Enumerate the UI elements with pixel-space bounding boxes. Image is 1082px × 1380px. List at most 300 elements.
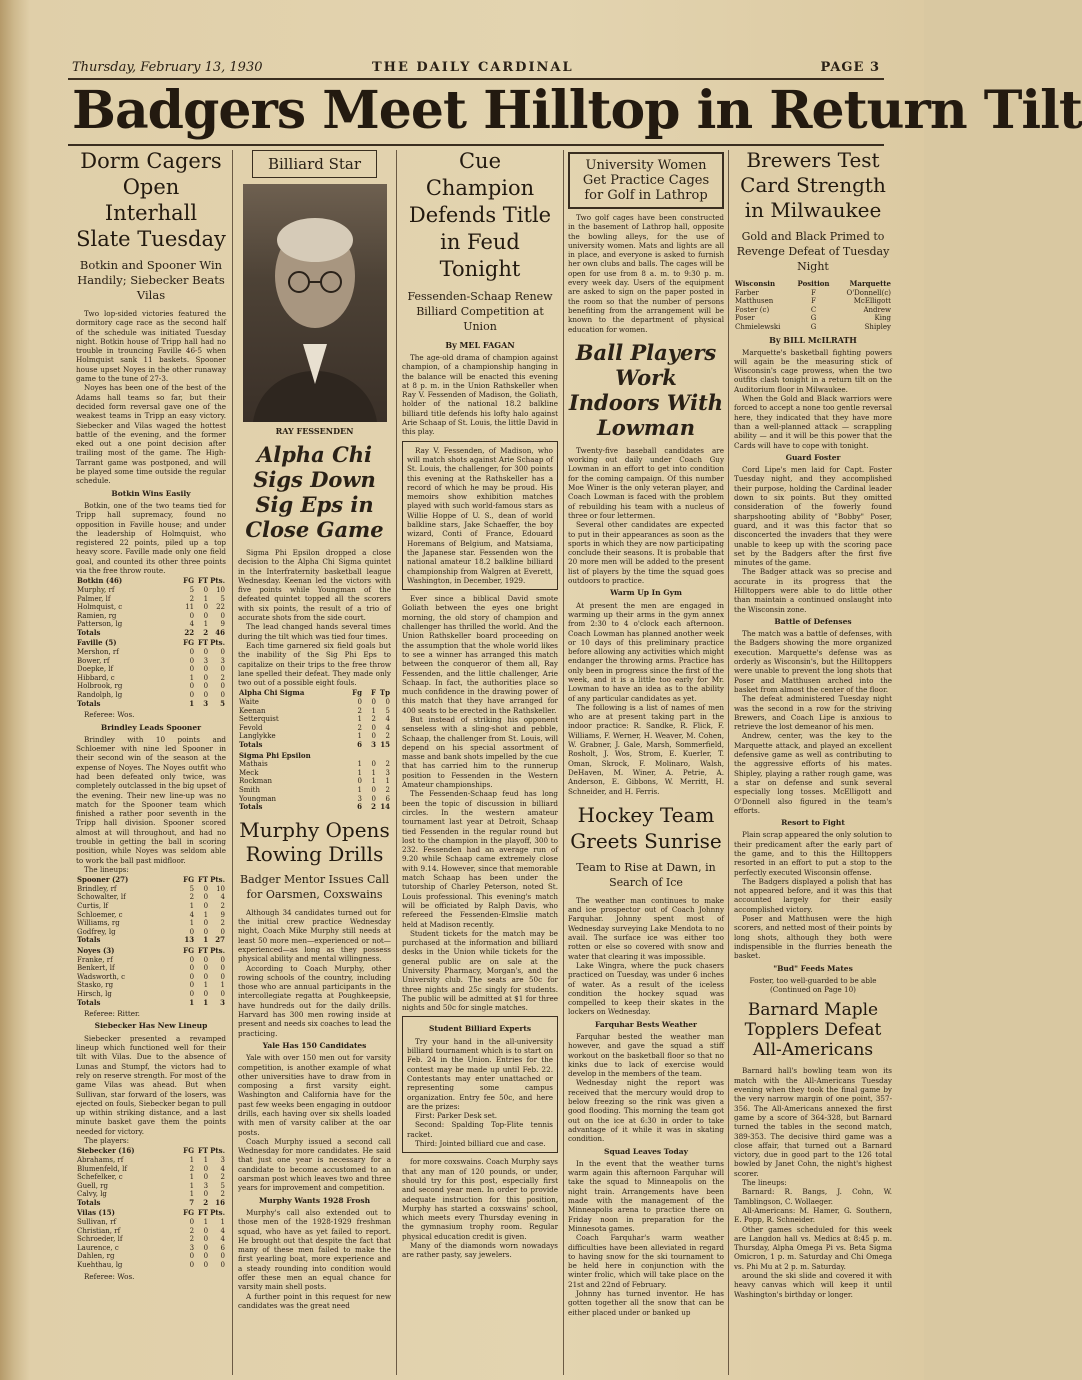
paragraph: The age-old drama of champion against champion, of a championship hanging in the balance will be enacted this evening at 8 p. m. in the Union Rathskeller when Ray V. Fessenden of Madison, the Goliath, holder of the national 18.2 balkline billiard title defends his lofty halo against Arie Schaap of St. Louis, the little David in this play. [402, 353, 558, 437]
stat-value: 0 [220, 955, 225, 964]
stat-value: 0 [220, 989, 225, 998]
main-headline: Badgers Meet Hilltop in Return Tilt [72, 80, 1082, 141]
paragraph: The lineups: [742, 1178, 787, 1188]
stat-value: 0 [189, 682, 195, 691]
stat-row [76, 919, 226, 928]
player-name: Schloemer, c [77, 910, 123, 919]
subheading: Yale Has 150 Candidates [262, 1040, 367, 1050]
stat-row [238, 707, 391, 716]
article-headline: Cue Champion Defends Title in Feud Tonight [408, 149, 552, 281]
stat-value: 0 [203, 1226, 209, 1235]
stat-value: 0 [385, 698, 390, 707]
box-score-rows [76, 885, 226, 937]
player-name: Abrahams, rf [77, 1155, 124, 1164]
paragraph: The lineups: [84, 864, 129, 874]
stat-row [76, 1156, 226, 1165]
player-name: Poser [735, 314, 755, 323]
paragraph: Ever since a biblical David smote Goliath between the eyes one bright morning, the old story of champion and challenger has thrilled the world. And the Union Rathskeller board proceeding on the assumption that the whole world likes to see a winner has arranged this match between the conqueror of them all, Ray Fessenden, and the little challenger, Arie Schaap. In fact, the authorities place so much confidence in the drawing power of this match that they have arranged for 400 seats to be erected in the Rathskeller. [402, 594, 558, 715]
box-score-rows [76, 586, 226, 629]
stat-value: 0 [203, 1173, 209, 1182]
stat-value: 2 [189, 893, 195, 902]
position: G [810, 322, 817, 331]
paragraph: Lake Wingra, where the puck chasers practiced on Tuesday, was under 6 inches of water. As a result of the iceless condition the hockey squad was compelled to keep their skates in the lockers on Wednesday. [568, 960, 724, 1017]
paragraph: Foster, too well-guarded to be able (Continued on Page 10) [749, 975, 877, 995]
photo-caption: RAY FESSENDEN [275, 426, 354, 436]
stat-value: 0 [189, 955, 195, 964]
stat-row [76, 1227, 226, 1236]
paragraph: Siebecker presented a revamped lineup which functioned well for their tilt with Vilas. Due to the absence of Lunas and Stumpf, the victors had to rely on reserve strength. For most of the game Vilas was ahead. But when Sullivan, star forward of the losers, was ejected on fouls, Siebecker began to pull up within striking distance, and a last minute basket gave them the points needed for victory. [76, 1033, 226, 1136]
stat-row [76, 682, 226, 691]
player-name: King [874, 314, 891, 323]
stat-value: 0 [203, 611, 209, 620]
player-name: Totals [77, 698, 101, 708]
stat-value: 5 [189, 884, 195, 893]
stat-row [76, 586, 226, 595]
stat-value: 3 [203, 656, 209, 665]
paragraph: In the event that the weather turns warm again this afternoon Farquhar will take the squad to Minneapolis on the night train. Arrangements have been made with the management of the Minneapolis arena to practice there on Friday noon in preparation for the Minnesota games. [568, 1158, 724, 1233]
stat-row [76, 1235, 226, 1244]
stat-value: 6 [385, 794, 390, 803]
paragraph: Each time garnered six field goals but the inability of the Sig Phi Eps to capitalize on their trips to the free throw lane spelled their defeat. They made only two out of a possible eight fouls. [238, 640, 391, 688]
paragraph: The players: [84, 1136, 130, 1146]
stat-value: 2 [385, 785, 390, 794]
player-name: Matthusen [735, 297, 774, 306]
article-body [734, 348, 892, 995]
player-name: Setterquist [239, 715, 279, 724]
player-name: Youngman [239, 794, 277, 803]
box-score-rows [238, 698, 391, 741]
stat-value: 0 [357, 777, 362, 786]
article-headline: Murphy Opens Rowing Drills [239, 817, 390, 866]
stat-value: 0 [203, 665, 209, 674]
player-name: Totals [77, 627, 101, 637]
stat-row [238, 724, 391, 733]
paragraph: Farquhar bested the weather man however, and gave the squad a stiff workout on the basketball floor so that no kinks due to lack of exercise would develop in the members of the team. [568, 1032, 724, 1079]
paragraph: Student tickets for the match may be purchased at the information and billiard desks in the Union while tickets for the general public are on sale at the University Pharmacy, Morgan's, and the University club. The seats are 50c for three nights and 25c singly for students. The public will be admitted at $1 for three nights and 50c for single matches. [402, 928, 558, 1013]
stat-value: 1 [357, 760, 362, 769]
stat-value: 1 [189, 1181, 195, 1190]
stat-row [76, 973, 226, 982]
stat-value: 3 [189, 1243, 195, 1252]
stat-value: 0 [203, 919, 209, 928]
stat-value: 2 [385, 760, 390, 769]
box-score-total [76, 629, 226, 638]
subheading: Brindley Leads Spooner [100, 722, 202, 732]
paragraph: Brindley with 10 points and Schloemer with nine led Spooner in their second win of the season at the expense of Noyes. The Noyes outfit who had been defeated only twice, was completely outclassed in the big upset of the evening. Their new line-up was no match for the Spooner team which finished a rather poor seventh in the Tripp hall division. Spooner scored almost at will throughout, and had no trouble in getting the ball in scoring position, while Noyes was seldom able to work the ball past midfloor. [76, 734, 226, 865]
stat-value: 3 [371, 740, 376, 750]
article-deck: Botkin and Spooner Win Handily; Siebecker Beats Vilas [77, 258, 225, 302]
player-name: Schowalter, lf [77, 893, 126, 902]
stat-value: 1 [220, 981, 225, 990]
stat-value: 1 [189, 1190, 195, 1199]
stat-value: 2 [385, 732, 390, 741]
stat-value: 0 [203, 964, 209, 973]
paragraph: Plain scrap appeared the only solution to their predicament after the early part of the game, and to this the Hilltoppers resorted in an effort to put a stop to the perfectly executed Wisconsin offense. [734, 830, 892, 877]
stat-value: 1 [189, 902, 195, 911]
paragraph: Third: Jointed billiard cue and case. [415, 1139, 546, 1149]
headline-rule [68, 144, 884, 146]
player-name: Randolph, lg [77, 691, 123, 700]
stat-value: 0 [189, 972, 195, 981]
player-name: Smith [239, 785, 260, 794]
article-body [402, 353, 558, 1260]
stat-value: 1 [189, 1173, 195, 1182]
stat-value: 5 [220, 1181, 225, 1190]
player-name: Franke, rf [77, 955, 113, 964]
paragraph: Several other candidates are expected to put in their appearances as soon as the sports in which they are now participating conclude their seasons. It is probable that 20 more men will be added to the present list of players by the time the squad goes outdoors to practice. [568, 520, 724, 586]
box-score-total [76, 1199, 226, 1208]
paragraph: Coach Farquhar's warm weather difficulties have been alleviated in regard to having snow for the ski tournament to be held here in conjunction with the winter frolic, which will take place on the 21st and 22nd of February. [568, 1233, 724, 1289]
article-body [568, 213, 724, 334]
box-score-rows [76, 1156, 226, 1199]
stat-row [76, 1173, 226, 1182]
subheading: Siebecker Has New Lineup [94, 1021, 208, 1031]
team-label: Sigma Phi Epsilon [239, 750, 311, 760]
paragraph: The Badgers displayed a polish that has not appeared before, and it was this that accounted largely for their easily accomplished victory. [734, 876, 892, 914]
player-name: Guell, rg [77, 1181, 108, 1190]
team-label: Vilas (15) [77, 1208, 115, 1218]
stat-value: 1 [189, 997, 195, 1007]
stat-value: 0 [220, 1261, 225, 1270]
player-name: Rockman [239, 777, 272, 786]
stat-value: 0 [203, 902, 209, 911]
player-name: Totals [77, 935, 101, 945]
stat-value: 3 [220, 656, 225, 665]
player-name: Dahlen, rg [77, 1252, 115, 1261]
article-body [76, 309, 226, 575]
player-name: Patterson, lg [77, 620, 123, 629]
player-name: Mathais [239, 760, 268, 769]
stat-value: 2 [220, 902, 225, 911]
player-name: Langlykke [239, 732, 276, 741]
stat-row [76, 648, 226, 657]
player-name: Brindley, rf [77, 884, 117, 893]
article-body [734, 1066, 892, 1298]
stat-row [76, 885, 226, 894]
stat-value: 15 [380, 740, 390, 750]
stat-value: 5 [220, 594, 225, 603]
box-score-table: Alpha Chi Sigma Fg F Tp Waite 0 0 0 Keenan 2 1 5 Setterquist 1 2 4 Fevold 2 0 4 Langlykke 1 0 2 Totals 6 3 15 [239, 688, 390, 750]
box-score-table: Vilas (15) FG FT Pts. Sullivan, rf 0 1 1 Christian, rf 2 0 4 Schroeder, lf 2 0 4 Laurence, c 3 0 6 Dahlen, rg 0 0 0 Kuehthau, lg 0 0 0 [77, 1208, 225, 1270]
stat-row [76, 665, 226, 674]
subheading: Squad Leaves Today [604, 1146, 688, 1156]
stat-value: 1 [203, 981, 209, 990]
paragraph: Noyes has been one of the best of the Adams hall teams so far, but their decided form reversal gave one of the weakest teams in Tripp an easy victory. Siebecker and Vilas waged the hottest battle of the evening, and the former eked out a one point decision after trailing most of the game. The High-Tarrant game was postponed, and will be played some time outside the regular schedule. [76, 383, 226, 486]
paragraph: Wednesday night the report was received that the mercury would drop to below freezing so the rink was given a good flooding. This morning the team got out on the ice at 6:30 in order to take advantage of it while it was in skating condition. [568, 1078, 724, 1144]
player-name: Stasko, rg [77, 981, 114, 990]
box-score-total [238, 741, 391, 750]
sidebar-box [402, 441, 558, 590]
player-name: Calvy, lg [77, 1190, 107, 1199]
box-score-total [76, 936, 226, 945]
lineup-row [734, 306, 892, 315]
stat-value: 1 [203, 1155, 209, 1164]
player-name: Holmquist, c [77, 603, 123, 612]
stat-value: 0 [203, 1243, 209, 1252]
paragraph: Poser and Matthusen were the high scorers, and netted most of their points by long shots, although they both were indispensible in the flurries beneath the basket. [734, 914, 892, 961]
stat-value: 10 [216, 585, 225, 594]
column-1 [76, 148, 226, 1376]
article-deck: Team to Rise at Dawn, in Search of Ice [576, 860, 716, 889]
paragraph: Cord Lipe's men laid for Capt. Foster Tuesday night, and they accomplished their purpose, holding the Cardinal leader down to six points. But they omitted consideration of the fowerly found sharpshooting ability of "Bobby" Poser, guard, and it was this factor that so disconcerted the invaders that they were unable to keep up with the scoring pace set by the Badgers after the first five minutes of the game. [734, 465, 892, 568]
player-name: Farber [735, 288, 759, 297]
stat-value: 0 [203, 893, 209, 902]
column-2 [238, 148, 391, 1376]
stat-row [76, 911, 226, 920]
player-name: Chmielewski [735, 322, 781, 331]
paragraph: A further point in this request for new candidates was the great need [238, 1291, 391, 1310]
paragraph: First: Parker Desk set. [415, 1111, 498, 1121]
stat-value: 1 [203, 997, 209, 1007]
paragraph: Murphy's call also extended out to those men of the 1928-1929 freshman squad, who have as yet failed to report. He brought out that despite the fact that many of these men failed to make the first yearling boat, more experience and a steady rounding into condition would offer these men an equal chance for varsity main shell posts. [238, 1207, 391, 1292]
player-name: Mershon, rf [77, 648, 119, 657]
stat-value: 1 [357, 715, 362, 724]
stat-row [238, 760, 391, 769]
player-name: Blumenfeld, lf [77, 1164, 127, 1173]
paragraph: Coach Murphy issued a second call Wednesday for more candidates. He said that just one year is necessary for a candidate to become accustomed to an oarsman post which leaves two and three years for improvement and competition. [238, 1136, 391, 1193]
stat-value: 0 [371, 732, 376, 741]
stat-row [76, 595, 226, 604]
stat-value: 0 [203, 1164, 209, 1173]
box-score-table: Faville (5) FG FT Pts. Mershon, rf 0 0 0 Bower, rf 0 3 3 Doepke, lf 0 0 0 Hibbard, c 1 0 2 Holbrook, rg 0 0 0 Randolph, lg 0 0 0 Totals 1 3 5 [77, 638, 225, 708]
photo-label-box: Billiard Star [252, 150, 377, 178]
stat-value: 0 [203, 1235, 209, 1244]
paragraph: The Fessenden-Schaap feud has long been the topic of discussion in billiard circles. In the western amateur tournament last year at Detroit, Schaap tied Fessenden in the regular round but lost to the champion in the playoff, 300 to 232. Fessenden had an average run of 9.20 while Schaap came extremely close with 9.14. However, since that memorable match Schaap has been under the tutorship of Charley Peterson, noted St. Louis professional. This evening's match will be officiated by Ralph Davis, who refereed the Fessenden-Elmslie match held at Madison recently. [402, 789, 558, 929]
stat-value: 1 [203, 1218, 209, 1227]
stat-value: 16 [215, 1197, 225, 1207]
paragraph: The Badger attack was so precise and accurate in its progress that the Hilltoppers were able to do little other than maintain a continued onslaught into the Wisconsin zone. [734, 567, 892, 614]
stat-value: 3 [385, 768, 390, 777]
article-headline: Alpha Chi Sigs Down Sig Eps in Close Game [245, 442, 384, 542]
referee-line: Referee: Ritter. [84, 1009, 140, 1019]
stat-value: 1 [203, 620, 209, 629]
stat-value: 0 [203, 927, 209, 936]
stat-value: 6 [220, 1243, 225, 1252]
stat-row [76, 657, 226, 666]
masthead-page-number: PAGE 3 [820, 60, 880, 75]
stat-value: 2 [189, 1226, 195, 1235]
team-label: Botkin (46) [77, 576, 123, 586]
column-3 [402, 148, 558, 1376]
paragraph: Barnard: R. Bangs, J. Cohn, W. Tamblingson, C. Wollaeger. [734, 1187, 892, 1206]
position: F [811, 297, 816, 306]
stat-row [76, 603, 226, 612]
player-name: Palmer, lf [77, 594, 111, 603]
team-label: Siebecker (16) [77, 1146, 135, 1156]
paragraph: The match was a battle of defenses, with the Badgers showing the more organized execution. Marquette's defense was as orderly as Wisconsin's, but the Hilltoppers were unable to prevent the long shots that Poser and Matthusen arched into the basket from almost the center of the floor. [734, 629, 892, 694]
byline: By MEL FAGAN [445, 340, 515, 350]
stat-row [76, 956, 226, 965]
lineup-rows [734, 289, 892, 332]
stat-value: 2 [189, 594, 195, 603]
paragraph: Although 34 candidates turned out for the initial crew practice Wednesday night, Coach Mike Murphy still needs at least 50 more men—experienced or not—experienced—as long as they possess physical ability and mental willingness. [238, 907, 391, 964]
paragraph: Second: Spalding Top-Flite tennis racket. [407, 1120, 553, 1139]
subheading: Battle of Defenses [774, 616, 852, 626]
player-name: Holbrook, rg [77, 682, 123, 691]
box-score-total [76, 999, 226, 1008]
masthead-date: Thursday, February 13, 1930 [72, 60, 263, 75]
stat-value: 5 [220, 698, 225, 708]
stat-value: 22 [216, 603, 225, 612]
stat-value: 0 [203, 691, 209, 700]
player-name: Fevold [239, 723, 263, 732]
stat-value: 3 [220, 997, 225, 1007]
stat-value: 9 [220, 620, 225, 629]
stat-value: 1 [371, 777, 376, 786]
paragraph: Try your hand in the all-university billiard tournament which is to start on Feb. 24 in the Union. Entries for the contest may be made up until Feb. 22. Contestants may enter unattached or representing some campus organization. Entry fee 50c, and here are the prizes: [407, 1036, 553, 1111]
paragraph: Sigma Phi Epsilon dropped a close decision to the Alpha Chi Sigma quintet in the Interfraternity basketball league Wednesday. Keenan led the victors with five points while Youngman of the defeated quintet topped all the scorers with six points, the result of a trio of accurate shots from the side court. [238, 548, 391, 623]
stat-value: 0 [220, 665, 225, 674]
stat-value: 9 [220, 910, 225, 919]
stat-value: 2 [189, 1235, 195, 1244]
paragraph: Ray V. Fessenden, of Madison, who will match shots against Arie Schaap of St. Louis, the challenger, for 300 points this evening at the Rathskeller has a record of which he may be proud. His memoirs show exhibition matches played with such world-famous stars as Willie Hoppe of U. S., dean of world balkline stars, Jake Schaeffer, the boy wizard, Conti of France, Edouard Horemans of Belgium, and Matsiama, the Japanese star. Fessenden won the national amateur 18.2 balkline billiard championship from Walgren at Everett, Washington, in December, 1929. [407, 445, 553, 585]
stat-row [76, 902, 226, 911]
stat-row [76, 1244, 226, 1253]
stat-row [238, 769, 391, 778]
box-score-total [76, 700, 226, 709]
subheading: Resort to Fight [781, 818, 845, 828]
stat-value: 0 [203, 884, 209, 893]
stat-value: 0 [189, 1261, 195, 1270]
paragraph: around the ski slide and covered it with heavy canvas which will keep it until Washington's birthday or longer. [734, 1270, 892, 1299]
stat-value: 0 [371, 723, 376, 732]
stat-value: 0 [189, 964, 195, 973]
box-score-rows [238, 760, 391, 803]
stat-value: 0 [203, 682, 209, 691]
stat-row [238, 786, 391, 795]
player-name: McElligott [853, 297, 891, 306]
stat-value: 0 [189, 611, 195, 620]
stat-value: 10 [216, 884, 225, 893]
article-headline: Hockey Team Greets Sunrise [570, 802, 722, 853]
article-body [568, 896, 724, 1317]
column-divider [396, 150, 397, 1375]
paragraph: Botkin, one of the two teams tied for Tripp hall supremacy, found no opposition in Faville house; and under the leadership of Holmquist, who registered 22 points, piled up a top heavy score. Faville made only one field goal, and counted its other three points via the free throw route. [76, 500, 226, 576]
stat-value: 1 [220, 1218, 225, 1227]
portrait-figure-icon [243, 184, 387, 422]
stat-value: 0 [203, 1252, 209, 1261]
paragraph: The following is a list of names of men who are at present taking part in the indoor practice: R. Sandke, R. Flick, F. Williams, F. Werner, H. Weaver, M. Cohen, W. Grabner, J. Gale, Marsh, Sommerfield, Rosholt, J. Wos, Strom, E. Kuerler, T. Oman, Skrock, F. Molinaro, Walsh, DeHaven, M. Winer, A. Petrie, A. Anderson, E. Gibbons, W. Merritt, H. Schneider, and H. Ferris. [568, 702, 724, 796]
box-score-table: Siebecker (16) FG FT Pts. Abrahams, rf 1 1 3 Blumenfeld, lf 2 0 4 Schefelker, c 1 0 2 Guell, rg 1 3 5 Calvy, lg 1 0 2 Totals 7 2 16 [77, 1146, 225, 1207]
player-name: Schroeder, lf [77, 1235, 123, 1244]
stat-value: 0 [189, 648, 195, 657]
paragraph: All-Americans: M. Hamer, G. Southern, E. Popp, R. Schneider. [734, 1205, 892, 1225]
article-body [568, 446, 724, 796]
subheading: Warm Up In Gym [610, 588, 682, 598]
paragraph: When the Gold and Black warriors were forced to accept a none too gentle reversal here, they indicated that they have more than a well-planned attack — scrappling ability — and it will be this power that the Cards will have to cope with tonight. [734, 394, 892, 450]
team-label: Alpha Chi Sigma [239, 688, 305, 698]
referee-line: Referee: Wos. [84, 1271, 135, 1281]
stat-value: 13 [184, 935, 195, 945]
tournament-box [402, 1016, 558, 1153]
paragraph: At present the men are engaged in warming up their arms in the gym annex from 2:30 to 4 o'clock each afternoon. Coach Lowman has planned another week or 10 days of this preliminary practice before allowing any activities which might endanger the throwing arms. Practice has only been in progress since the first of the week, and it is a little too early for Mr. Lowman to have an idea as to the ability of any particular candidates as yet. [568, 600, 724, 703]
article-body [76, 1009, 226, 1145]
portrait-photo [243, 184, 387, 422]
paragraph: The lead changed hands several times during the tilt which was tied four times. [238, 622, 391, 641]
subheading: Farquhar Bests Weather [594, 1019, 697, 1029]
player-name: Keenan [239, 706, 266, 715]
player-name: Sullivan, rf [77, 1218, 117, 1227]
stat-row [76, 674, 226, 683]
box-score-table: Noyes (3) FG FT Pts. Franke, rf 0 0 0 Benkert, lf 0 0 0 Wadsworth, c 0 0 0 Stasko, rg 0 1 1 Hirsch, lg 0 0 0 Totals 1 1 3 [77, 946, 225, 1007]
stat-value: 0 [220, 972, 225, 981]
lineup-row [734, 314, 892, 323]
stat-value: 4 [220, 1164, 225, 1173]
stat-value: 0 [189, 691, 195, 700]
player-name: Bower, rf [77, 656, 110, 665]
paragraph: Two golf cages have been constructed in the basement of Lathrop hall, opposite the bowling alleys, for the use of university women. Mats and lights are all in place, and everyone is asked to furnish her own clubs and balls. The cages will be open for use from 8 a. m. to 9:30 p. m. every week day. Users of the equipment are asked to sign on the paper posted in the room so that the number of persons benefiting from the arrangement will be known to the department of physical education for women. [568, 213, 724, 334]
player-name: Williams, rg [77, 919, 120, 928]
player-name: Schefelker, c [77, 1173, 123, 1182]
stat-value: 2 [357, 723, 362, 732]
paragraph: The defeat administered Tuesday night was the second in a row for the striving Brewers, and Coach Lipe is anxious to retrieve the lost demeanor of his men. [734, 694, 892, 732]
masthead [72, 60, 880, 80]
stat-value: 3 [357, 794, 362, 803]
stat-value: 0 [220, 964, 225, 973]
stat-value: 46 [215, 627, 225, 637]
stat-row [76, 981, 226, 990]
stat-value: 22 [184, 627, 195, 637]
stat-value: 0 [203, 972, 209, 981]
stat-value: 4 [220, 1235, 225, 1244]
stat-value: 0 [189, 1218, 195, 1227]
stat-value: 2 [357, 706, 362, 715]
player-name: Totals [77, 1197, 101, 1207]
stat-value: 6 [357, 740, 362, 750]
stat-value: 5 [385, 706, 390, 715]
paragraph: Yale with over 150 men out for varsity competition, is another example of what other universities have to draw from in composing a first varsity eight. Washington and California have for the past few weeks been engaging in outdoor drills, each having over six shells loaded with men of varsity caliber at the oar posts. [238, 1053, 391, 1137]
stat-value: 0 [189, 989, 195, 998]
stat-row [238, 715, 391, 724]
stat-value: 0 [357, 698, 362, 707]
stat-value: 2 [220, 919, 225, 928]
stat-value: 0 [203, 1190, 209, 1199]
player-name: Waite [239, 698, 259, 707]
stat-value: 0 [203, 673, 209, 682]
player-name: Ramien, rg [77, 611, 117, 620]
player-name: Totals [239, 802, 263, 812]
player-name: Wadsworth, c [77, 972, 126, 981]
stat-value: 1 [357, 732, 362, 741]
stat-value: 3 [220, 1155, 225, 1164]
paragraph: Andrew, center, was the key to the Marquette attack, and played an excellent defensive game as well as contributing to the aggressive efforts of his mates. Shipley, playing a rather rough game, was a star on defense and sunk several especially long tosses. McElligott and O'Donnell also figured in the team's efforts. [734, 731, 892, 815]
player-name: Shipley [864, 322, 891, 331]
stat-value: 2 [371, 715, 376, 724]
stat-value: 5 [189, 585, 195, 594]
article-deck: Fessenden-Schaap Renew Billiard Competition at Union [407, 290, 553, 333]
team-label: Spooner (27) [77, 875, 129, 885]
stat-value: 4 [385, 715, 390, 724]
stat-value: 0 [220, 682, 225, 691]
article-deck: Gold and Black Primed to Revenge Defeat of Tuesday Night [736, 230, 890, 273]
column-divider [232, 150, 233, 1375]
position: F [811, 288, 816, 297]
stat-value: 1 [203, 594, 209, 603]
stat-value: 0 [203, 585, 209, 594]
box-score-rows [76, 1218, 226, 1270]
column-5 [734, 148, 892, 1376]
stat-row [76, 1218, 226, 1227]
column-divider [728, 150, 729, 1375]
stat-value: 0 [189, 927, 195, 936]
player-name: Benkert, lf [77, 964, 115, 973]
subheading: "Bud" Feeds Mates [773, 963, 853, 973]
box-score-rows [76, 648, 226, 700]
stat-value: 0 [203, 989, 209, 998]
paragraph: for more coxswains. Coach Murphy says that any man of 120 pounds, or under, should try for this post, especially first and second year men. In order to provide adequate instruction for this position, Murphy has started a coxswains' school, which meets every Thursday evening in the gymnasium trophy room. Regular physical education credit is given. [402, 1157, 558, 1241]
stat-row [238, 777, 391, 786]
lineup-row [734, 297, 892, 306]
